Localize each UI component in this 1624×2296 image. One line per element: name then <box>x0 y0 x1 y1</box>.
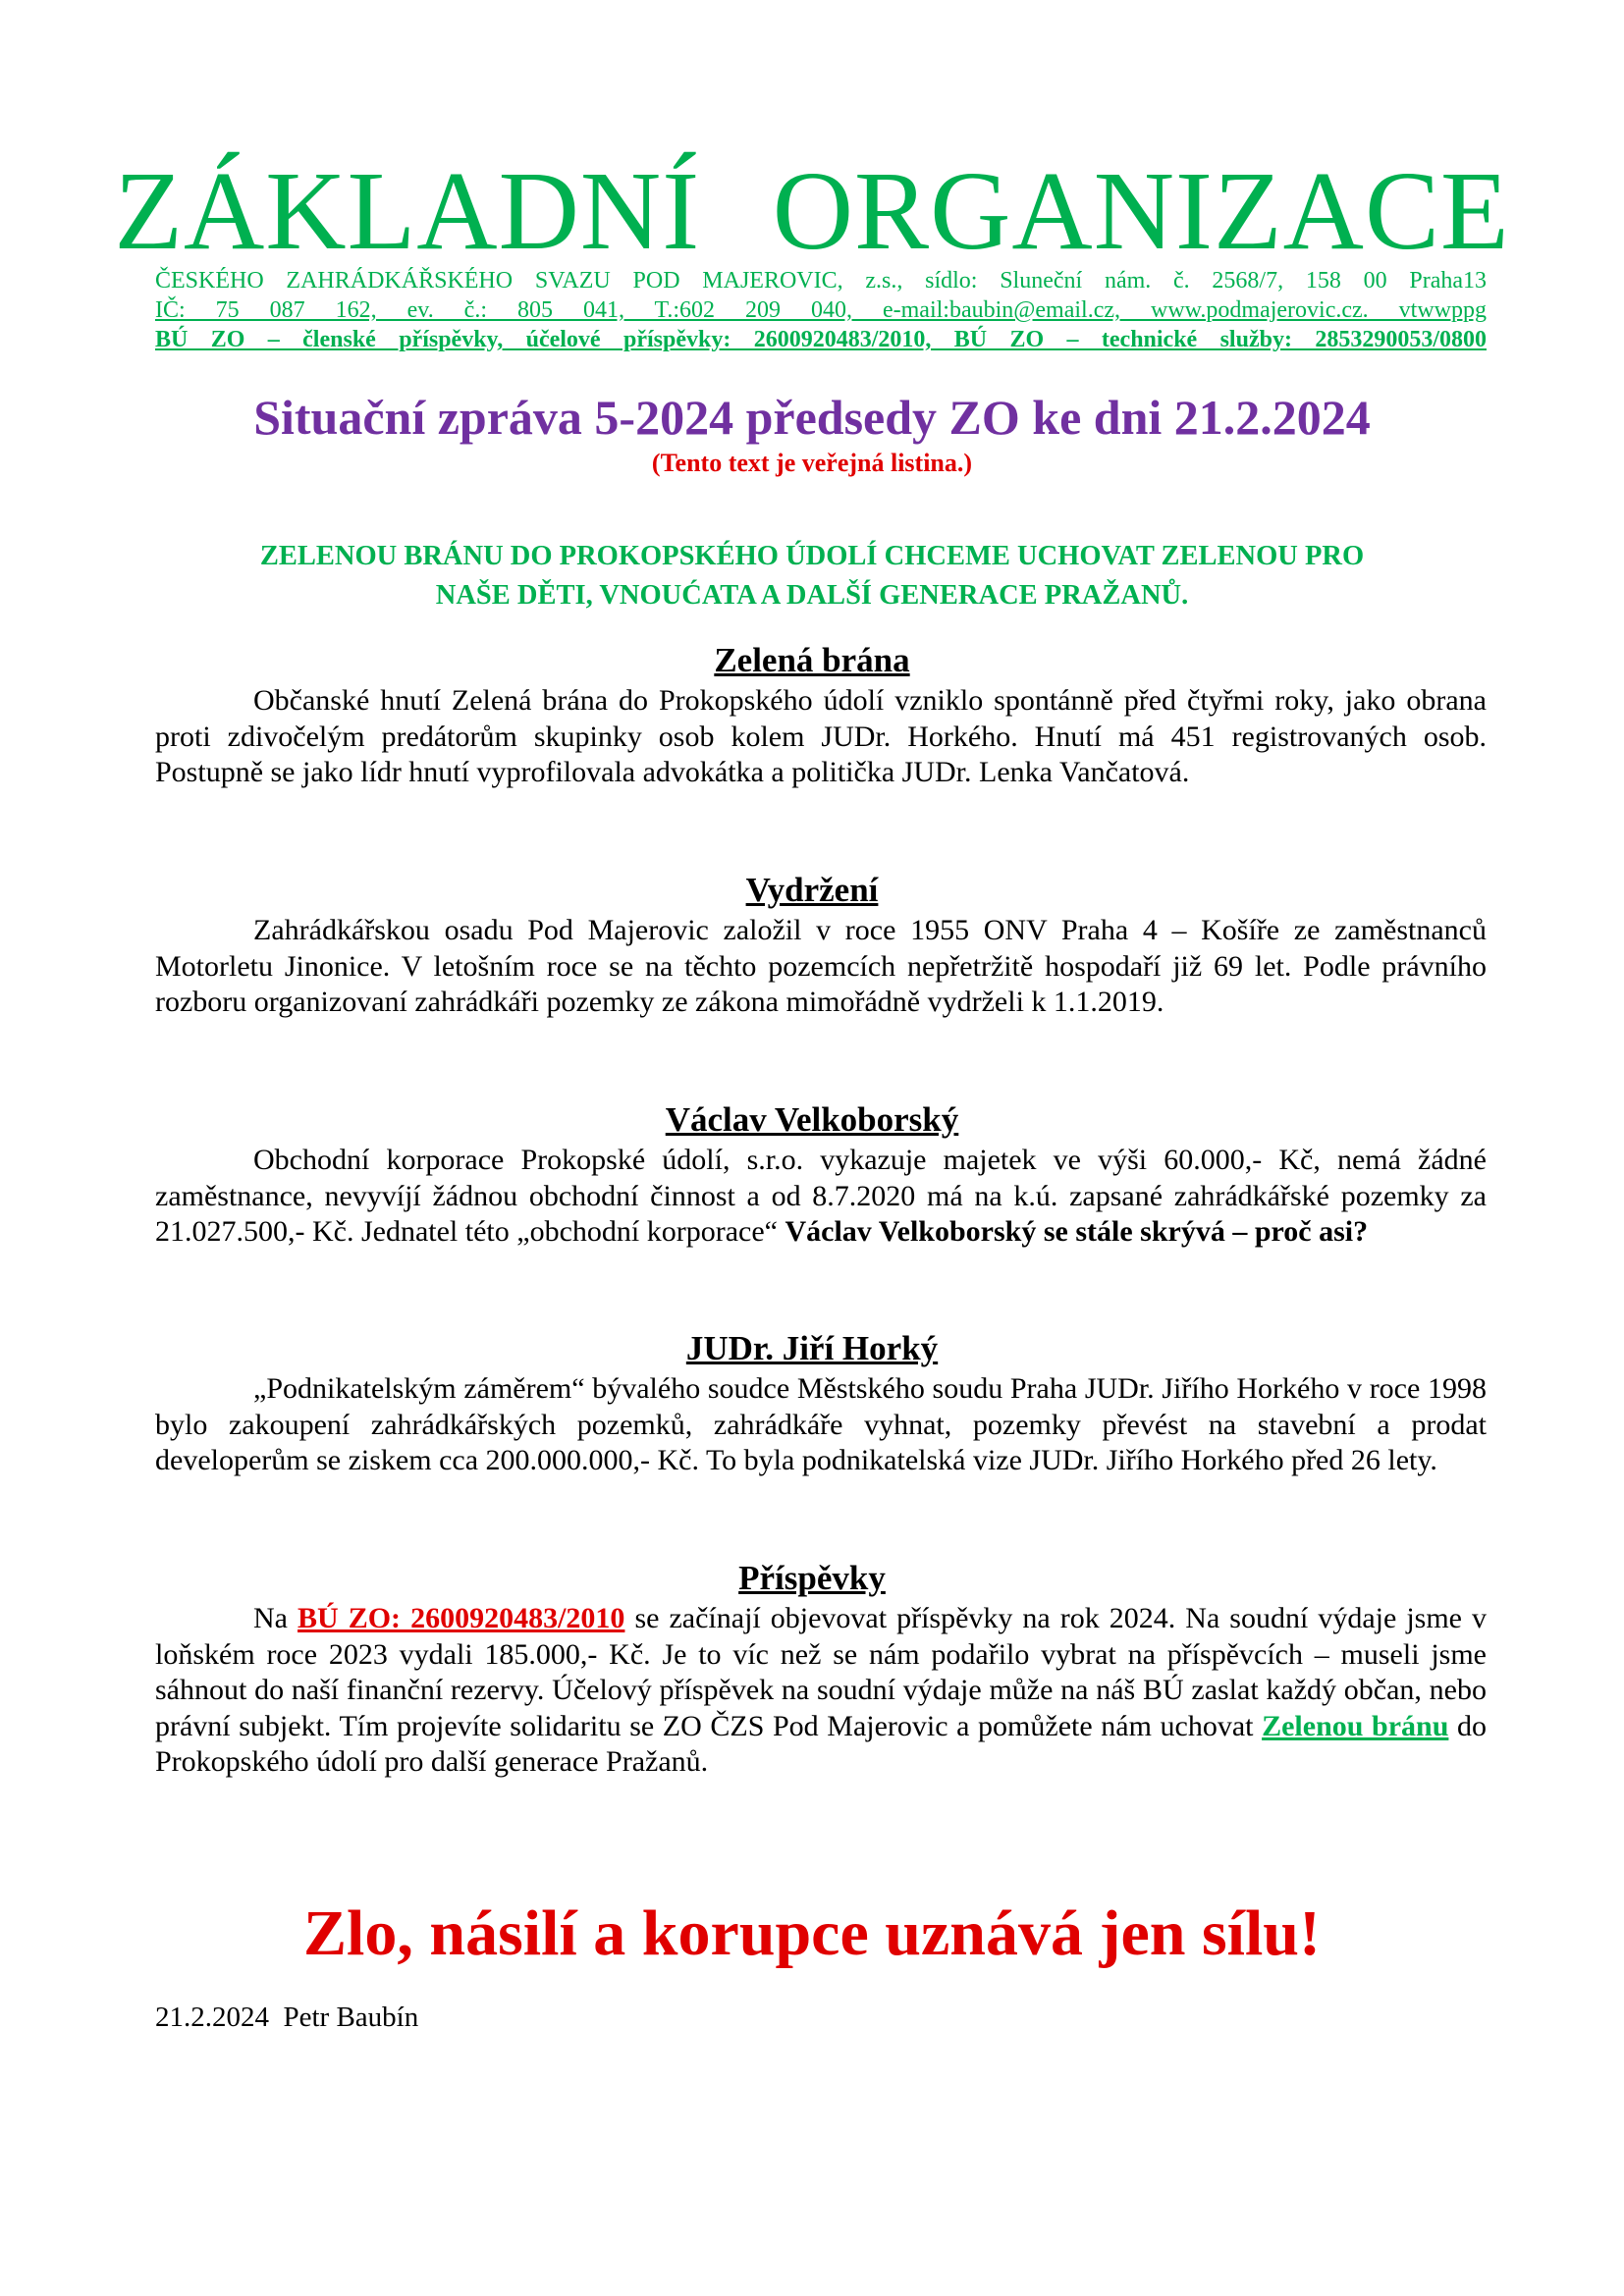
prispevky-text-c: do Prokopského údolí pro další generace Pražanů. <box>155 1709 1488 1778</box>
section-text-vydrzeni: Zahrádkářskou osadu Pod Majerovic založil v roce 1955 ONV Praha 4 – Košíře ze zaměstnanců Motorletu Jinonice. V letošním roce se na těchto pozemcích nepřetržitě hospodaří již 69 let. Podle právního rozboru organizovaní zahrádkáři pozemky ze zákona mimořádně vydrželi k 1.1.2019. <box>155 914 1487 1018</box>
slogan-line-1: ZELENOU BRÁNU DO PROKOPSKÉHO ÚDOLÍ CHCEME UCHOVAT ZELENOU PRO <box>259 541 1365 571</box>
section-title-velkoborsky: Václav Velkoborský <box>665 1100 959 1139</box>
section-title-horky: JUDr. Jiří Horký <box>685 1329 939 1367</box>
section-text-velkoborsky <box>155 1143 1487 1251</box>
section-title-prispevky: Příspěvky <box>738 1559 886 1597</box>
report-note: (Tento text je veřejná listina.) <box>651 449 973 477</box>
section-title-vydrzeni: Vydržení <box>745 871 879 909</box>
section-text-prispevky <box>155 1601 1487 1781</box>
report-title: Situační zpráva 5-2024 předsedy ZO ke dni 21.2.2024 <box>253 390 1371 445</box>
motto: Zlo, násilí a korupce uznává jen sílu! <box>303 1897 1321 1969</box>
zelena-brana-link[interactable]: Zelenou bránu <box>1262 1709 1449 1742</box>
slogan <box>147 537 1477 615</box>
signature: 21.2.2024 Petr Baubín <box>155 2002 419 2033</box>
section-text-velkoborsky-body: Obchodní korporace Prokopské údolí, s.r.o. vykazuje majetek ve výši 60.000,- Kč, nemá žádné zaměstnance, nevyvíjí žádnou obchodní činnost a od 8.7.2020 má na k.ú. zapsané zahrádkářské pozemky za 21.027.500,- Kč. Jednatel této „obchodní korporace“ <box>155 1144 1487 1248</box>
section-text-zelena-brana: Občanské hnutí Zelená brána do Prokopského údolí vzniklo spontánně před čtyřmi roky, jako obrana proti zdivočelým predátorům skupinky osob kolem JUDr. Horkého. Hnutí má 451 registrovaných osob. Postupně se jako lídr hnutí vyprofilovala advokátka a politička JUDr. Lenka Vančatová. <box>155 684 1487 788</box>
organization-title: ZÁKLADNÍ ORGANIZACE <box>114 148 1510 273</box>
bank-account-link[interactable]: BÚ ZO: 2600920483/2010 <box>298 1602 625 1634</box>
organization-address: ČESKÉHO ZAHRÁDKÁŘSKÉHO SVAZU POD MAJEROVIC, z.s., sídlo: Sluneční nám. č. 2568/7, 158 00 Praha13 <box>155 268 1487 294</box>
slogan-line-2: NAŠE DĚTI, VNOUĆATA A DALŠÍ GENERACE PRAŽANŮ. <box>435 580 1189 611</box>
section-text-velkoborsky-bold: Václav Velkoborský se stále skrývá – proč asi? <box>785 1215 1369 1248</box>
section-text-horky: „Podnikatelským záměrem“ bývalého soudce Městského soudu Praha JUDr. Jiřího Horkého v roce 1998 bylo zakoupení zahrádkářských pozemků, zahrádkáře vyhnat, pozemky převést na stavební a prodat developerům se ziskem cca 200.000.000,- Kč. To byla podnikatelská vize JUDr. Jiřího Horkého před 26 lety. <box>155 1372 1487 1476</box>
prispevky-text-a: Na <box>253 1602 288 1634</box>
prispevky-text-b: se začínají objevovat příspěvky na rok 2024. Na soudní výdaje jsme v loňském roce 2023 vydali 185.000,- Kč. Je to víc než se nám podařilo vybrat na příspěvcích – museli jsme sáhnout do naší finanční rezervy. Účelový příspěvek na soudní výdaje může na náš BÚ zaslat každý občan, nebo právní subjekt. Tím projevíte solidaritu se ZO ČZS Pod Majerovic a pomůžete nám uchovat <box>155 1602 1488 1742</box>
section-title-zelena-brana: Zelená brána <box>714 641 910 679</box>
organization-bank-accounts: BÚ ZO – členské příspěvky, účelové příspěvky: 2600920483/2010, BÚ ZO – technické služby: 2853290053/0800 <box>155 327 1487 352</box>
organization-contacts[interactable]: IČ: 75 087 162, ev. č.: 805 041, T.:602 209 040, e-mail:baubin@email.cz, www.podmajerovic.cz. vtwwppg <box>155 297 1487 323</box>
